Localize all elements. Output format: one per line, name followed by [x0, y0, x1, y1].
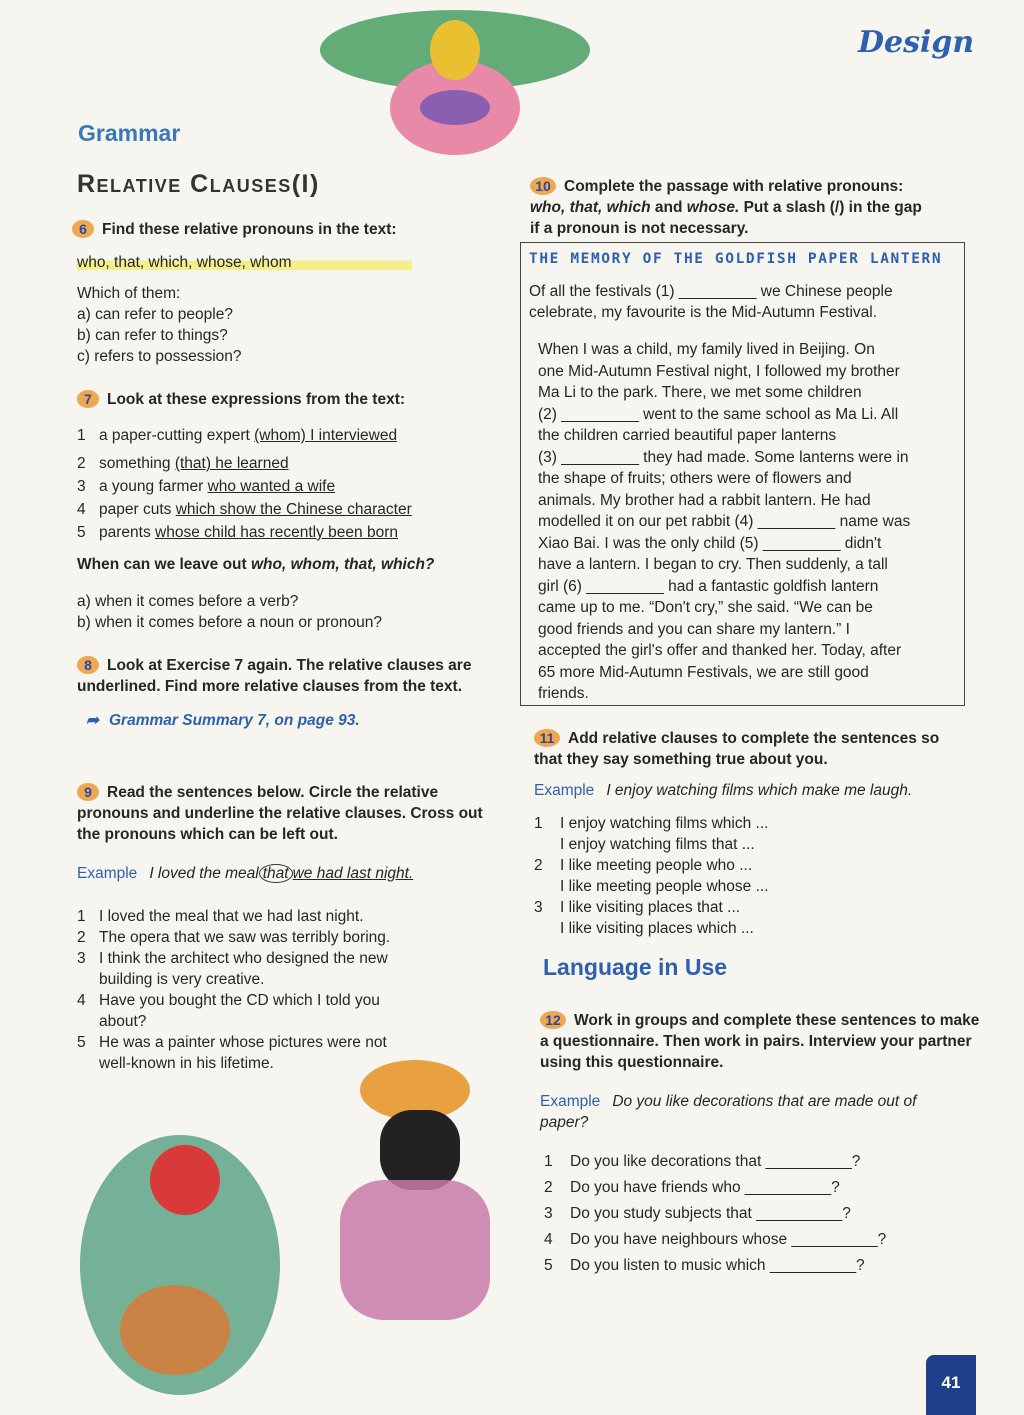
passage-para-1: Of all the festivals (1) _________ we Chinese people celebrate, my favourite is the Mid-Autumn Festival. — [529, 283, 893, 321]
ex6-item: a) can refer to people? — [77, 306, 233, 323]
ex9-item: 5 He was a painter whose pictures were not well-known in his lifetime. — [77, 1034, 387, 1072]
ex9-badge: 9 — [77, 783, 99, 801]
ex7-text: Look at these expressions from the text: — [107, 391, 406, 408]
ex12-prompt: 12 Work in groups and complete these sentences to make a questionnaire. Then work in pairs. Interview your partner using this questionnaire. — [540, 1012, 980, 1071]
ex12-list — [544, 1149, 886, 1279]
ex12-item: 1 Do you like decorations that __________? — [544, 1153, 861, 1170]
ex6-question: Which of them: — [77, 285, 181, 302]
design-logo: Design — [858, 25, 975, 60]
ex6-text: Find these relative pronouns in the text: — [102, 221, 397, 238]
ex10-badge: 10 — [530, 177, 556, 195]
ex11-list — [534, 813, 769, 939]
page-title: Relative Clauses(I) — [77, 170, 320, 198]
paper-cut-ornament-top — [320, 0, 590, 160]
ex6-question-block — [77, 283, 242, 367]
ex7-item: 5 parents whose child has recently been born — [77, 524, 398, 541]
ex7-item: 2 something (that) he learned — [77, 455, 289, 472]
ex7-item: 3 a young farmer who wanted a wife — [77, 478, 336, 495]
ex11-item: 3 I like visiting places that ... I like visiting places which ... — [534, 899, 754, 937]
ex11-badge: 11 — [534, 729, 560, 747]
ex11-item: 2 I like meeting people who ... I like meeting people whose ... — [534, 857, 769, 895]
ex8-prompt: 8 Look at Exercise 7 again. The relative clauses are underlined. Find more relative clauses from the text. — [77, 657, 472, 695]
grammar-summary-link[interactable]: ➦ Grammar Summary 7, on page 93. — [86, 712, 360, 729]
ex7-list — [77, 424, 412, 544]
ex12-item: 5 Do you listen to music which __________? — [544, 1257, 865, 1274]
ex9-prompt: 9 Read the sentences below. Circle the relative pronouns and underline the relative clauses. Cross out the pronouns which can be left out. — [77, 784, 483, 843]
page-number: 41 — [941, 1373, 961, 1392]
ex9-list — [77, 906, 390, 1074]
paper-cut-opera-figure-image — [300, 1060, 520, 1330]
ex7-item: 4 paper cuts which show the Chinese character — [77, 501, 412, 518]
page-number-tab — [926, 1355, 976, 1415]
ex9-item: 2 The opera that we saw was terribly boring. — [77, 929, 391, 946]
ex6-prompt — [72, 219, 397, 240]
passage-box — [520, 242, 965, 706]
ex7-item: 1 a paper-cutting expert (whom) I interviewed — [77, 427, 398, 444]
ex9-item: 3 I think the architect who designed the new building is very creative. — [77, 950, 388, 988]
ex6-pronouns: who, that, which, whose, whom — [77, 252, 412, 273]
ex7-question: When can we leave out who, whom, that, which? — [77, 556, 435, 573]
ex7-answers: a) when it comes before a verb? b) when it comes before a noun or pronoun? — [77, 593, 383, 631]
ex11-prompt: 11 Add relative clauses to complete the sentences so that they say something true about you. — [534, 730, 940, 768]
ex9-example: Example I loved the meal that we had last night. — [77, 865, 414, 882]
ex12-badge: 12 — [540, 1011, 566, 1029]
ex11-example: Example I enjoy watching films which make me laugh. — [534, 782, 913, 799]
ex7-prompt — [77, 389, 405, 410]
ex9-item: 4 Have you bought the CD which I told you about? — [77, 992, 380, 1030]
ex12-item: 3 Do you study subjects that __________? — [544, 1205, 851, 1222]
ex11-item: 1 I enjoy watching films which ... I enjoy watching films that ... — [534, 815, 769, 853]
arrow-icon: ➦ — [86, 712, 99, 729]
ex6-item: b) can refer to things? — [77, 327, 228, 344]
ex7-badge: 7 — [77, 390, 99, 408]
ex6-badge: 6 — [72, 220, 94, 238]
ex10-prompt: 10 Complete the passage with relative pronouns: who, that, which and whose. Put a slash (/) in the gap if a pronoun is not necessary. — [530, 178, 922, 237]
section-grammar: Grammar — [78, 120, 181, 146]
ex12-example: Example Do you like decorations that are made out of paper? — [540, 1093, 917, 1131]
passage-title: THE MEMORY OF THE GOLDFISH PAPER LANTERN — [529, 251, 943, 267]
ex12-item: 2 Do you have friends who __________? — [544, 1179, 840, 1196]
ex8-badge: 8 — [77, 656, 99, 674]
paper-cut-rooster-image — [80, 1135, 280, 1395]
section-language-in-use: Language in Use — [543, 954, 728, 980]
ex9-item: 1 I loved the meal that we had last night. — [77, 908, 364, 925]
ex12-item: 4 Do you have neighbours whose __________? — [544, 1231, 887, 1248]
passage-para-2: When I was a child, my family lived in Beijing. On one Mid-Autumn Festival night, I followed my brother Ma Li to the park. There, we met some children (2) _________ went to the same school as Ma Li. All the children carried beautiful paper lanterns (3) _________ they had made. Some lanterns were in the shape of fruits; others were of flowers and animals. My brother had a rabbit lantern. He had modelled it on our pet rabbit (4) _________ name was Xiao Bai. I was the only child (5) _________ didn't have a lantern. I began to cry. Then suddenly, a tall girl (6) _________ had a fantastic goldfish lantern came up to me. “Don't cry,” she said. “We can be good friends and you can share my lantern.” I accepted the girl's offer and thanked her. Today, after 65 more Mid-Autumn Festivals, we are still good friends. — [538, 341, 911, 702]
ex6-item: c) refers to possession? — [77, 348, 242, 365]
